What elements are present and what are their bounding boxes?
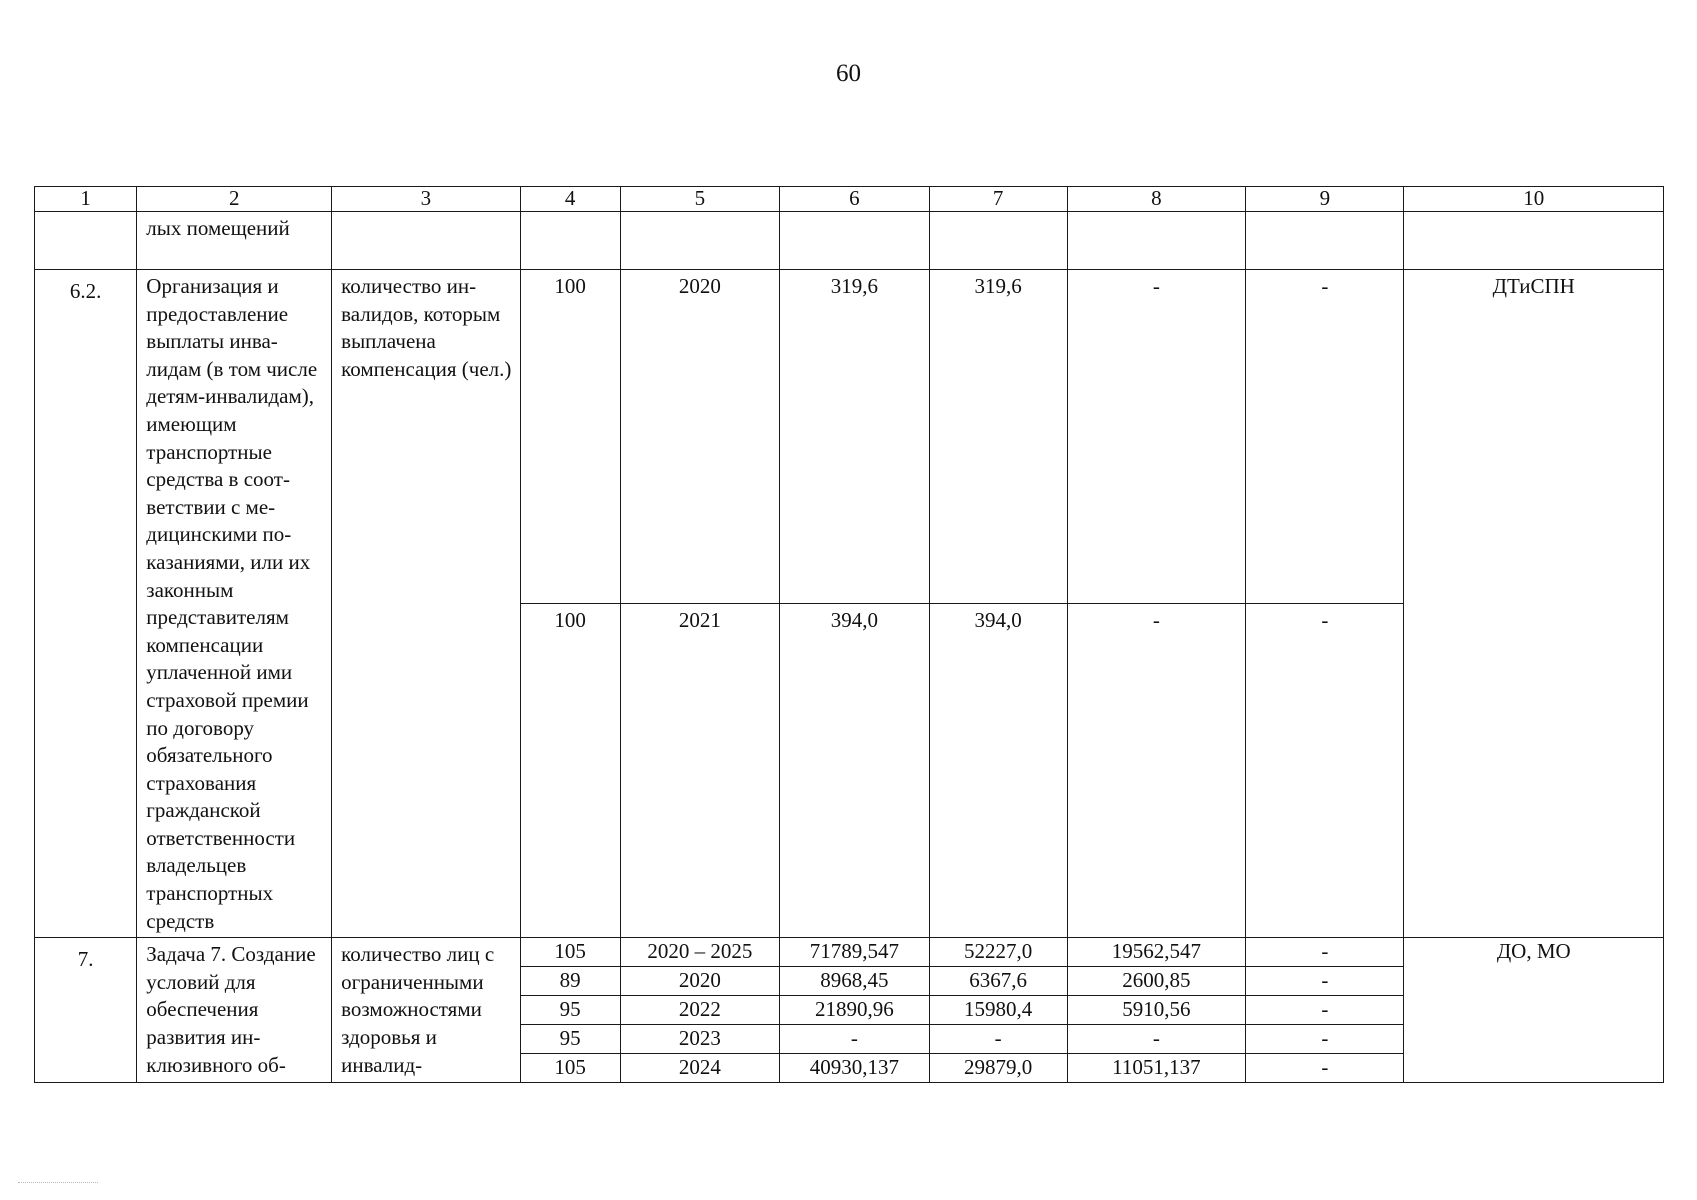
amount-col8: 19562,547 (1067, 938, 1246, 967)
amount-total: 40930,137 (780, 1054, 930, 1083)
amount-col7: 6367,6 (929, 967, 1067, 996)
measure-name: Организация и предоставление выплаты инвалидам (в том числе детям-инвалидам), имеющим транспортные средства в соответствии с медицинскими показаниями, или их законным представителям компенсации уплаченной ими страховой премии по договору обязательного страхования гражданской ответственности владельцев транспортных средств (137, 270, 332, 938)
amount-col9: - (1246, 1054, 1404, 1083)
executor: ДО, МО (1404, 938, 1664, 1083)
column-number: 7 (929, 187, 1067, 212)
indicator-value: 105 (520, 938, 620, 967)
table-cell (1404, 212, 1664, 270)
amount-total: 394,0 (780, 604, 930, 938)
amount-col8: 2600,85 (1067, 967, 1246, 996)
amount-col8: - (1067, 1025, 1246, 1054)
amount-total: 71789,547 (780, 938, 930, 967)
amount-col7: 52227,0 (929, 938, 1067, 967)
table-cell (520, 212, 620, 270)
measure-name: Задача 7. Создание условий для обеспечения развития инклюзивного об- (137, 938, 332, 1083)
executor: ДТиСПН (1404, 270, 1664, 938)
amount-total: 8968,45 (780, 967, 930, 996)
indicator-value: 95 (520, 996, 620, 1025)
amount-total: 319,6 (780, 270, 930, 604)
column-number: 6 (780, 187, 930, 212)
amount-total: 21890,96 (780, 996, 930, 1025)
column-number: 1 (35, 187, 137, 212)
table-row (35, 270, 1664, 604)
amount-col9: - (1246, 967, 1404, 996)
continuation-row (35, 212, 1664, 270)
scan-artifact (18, 1182, 98, 1185)
table-cell (780, 212, 930, 270)
indicator-value: 100 (520, 270, 620, 604)
amount-col7: 15980,4 (929, 996, 1067, 1025)
column-number: 2 (137, 187, 332, 212)
amount-col7: - (929, 1025, 1067, 1054)
year: 2023 (620, 1025, 779, 1054)
indicator-name: количество лиц с ограниченными возможностями здоровья и инвалид- (332, 938, 520, 1083)
year: 2020 (620, 967, 779, 996)
year: 2021 (620, 604, 779, 938)
indicator-name: количество инвалидов, которым выплачена компенсация (чел.) (332, 270, 520, 938)
table-cell (35, 212, 137, 270)
table-cell (929, 212, 1067, 270)
amount-col8: 11051,137 (1067, 1054, 1246, 1083)
indicator-value: 105 (520, 1054, 620, 1083)
row-number: 6.2. (35, 270, 137, 938)
column-number: 5 (620, 187, 779, 212)
amount-col8: 5910,56 (1067, 996, 1246, 1025)
amount-col8: - (1067, 270, 1246, 604)
column-number: 9 (1246, 187, 1404, 212)
year: 2020 (620, 270, 779, 604)
column-number: 3 (332, 187, 520, 212)
amount-col7: 29879,0 (929, 1054, 1067, 1083)
table-cell (1067, 212, 1246, 270)
amount-col9: - (1246, 1025, 1404, 1054)
program-table (34, 186, 1664, 1083)
amount-col9: - (1246, 604, 1404, 938)
amount-col7: 319,6 (929, 270, 1067, 604)
table-cell (1246, 212, 1404, 270)
amount-total: - (780, 1025, 930, 1054)
column-number-row (35, 187, 1664, 212)
page-number: 60 (836, 60, 861, 87)
indicator-value: 95 (520, 1025, 620, 1054)
row-number: 7. (35, 938, 137, 1083)
column-number: 8 (1067, 187, 1246, 212)
indicator-value: 89 (520, 967, 620, 996)
year: 2020 – 2025 (620, 938, 779, 967)
table-cell (620, 212, 779, 270)
column-number: 10 (1404, 187, 1664, 212)
amount-col8: - (1067, 604, 1246, 938)
amount-col9: - (1246, 938, 1404, 967)
year: 2022 (620, 996, 779, 1025)
indicator-value: 100 (520, 604, 620, 938)
year: 2024 (620, 1054, 779, 1083)
table-cell (332, 212, 520, 270)
table-row (35, 938, 1664, 967)
amount-col7: 394,0 (929, 604, 1067, 938)
amount-col9: - (1246, 270, 1404, 604)
column-number: 4 (520, 187, 620, 212)
amount-col9: - (1246, 996, 1404, 1025)
continuation-text: лых помещений (137, 212, 332, 270)
